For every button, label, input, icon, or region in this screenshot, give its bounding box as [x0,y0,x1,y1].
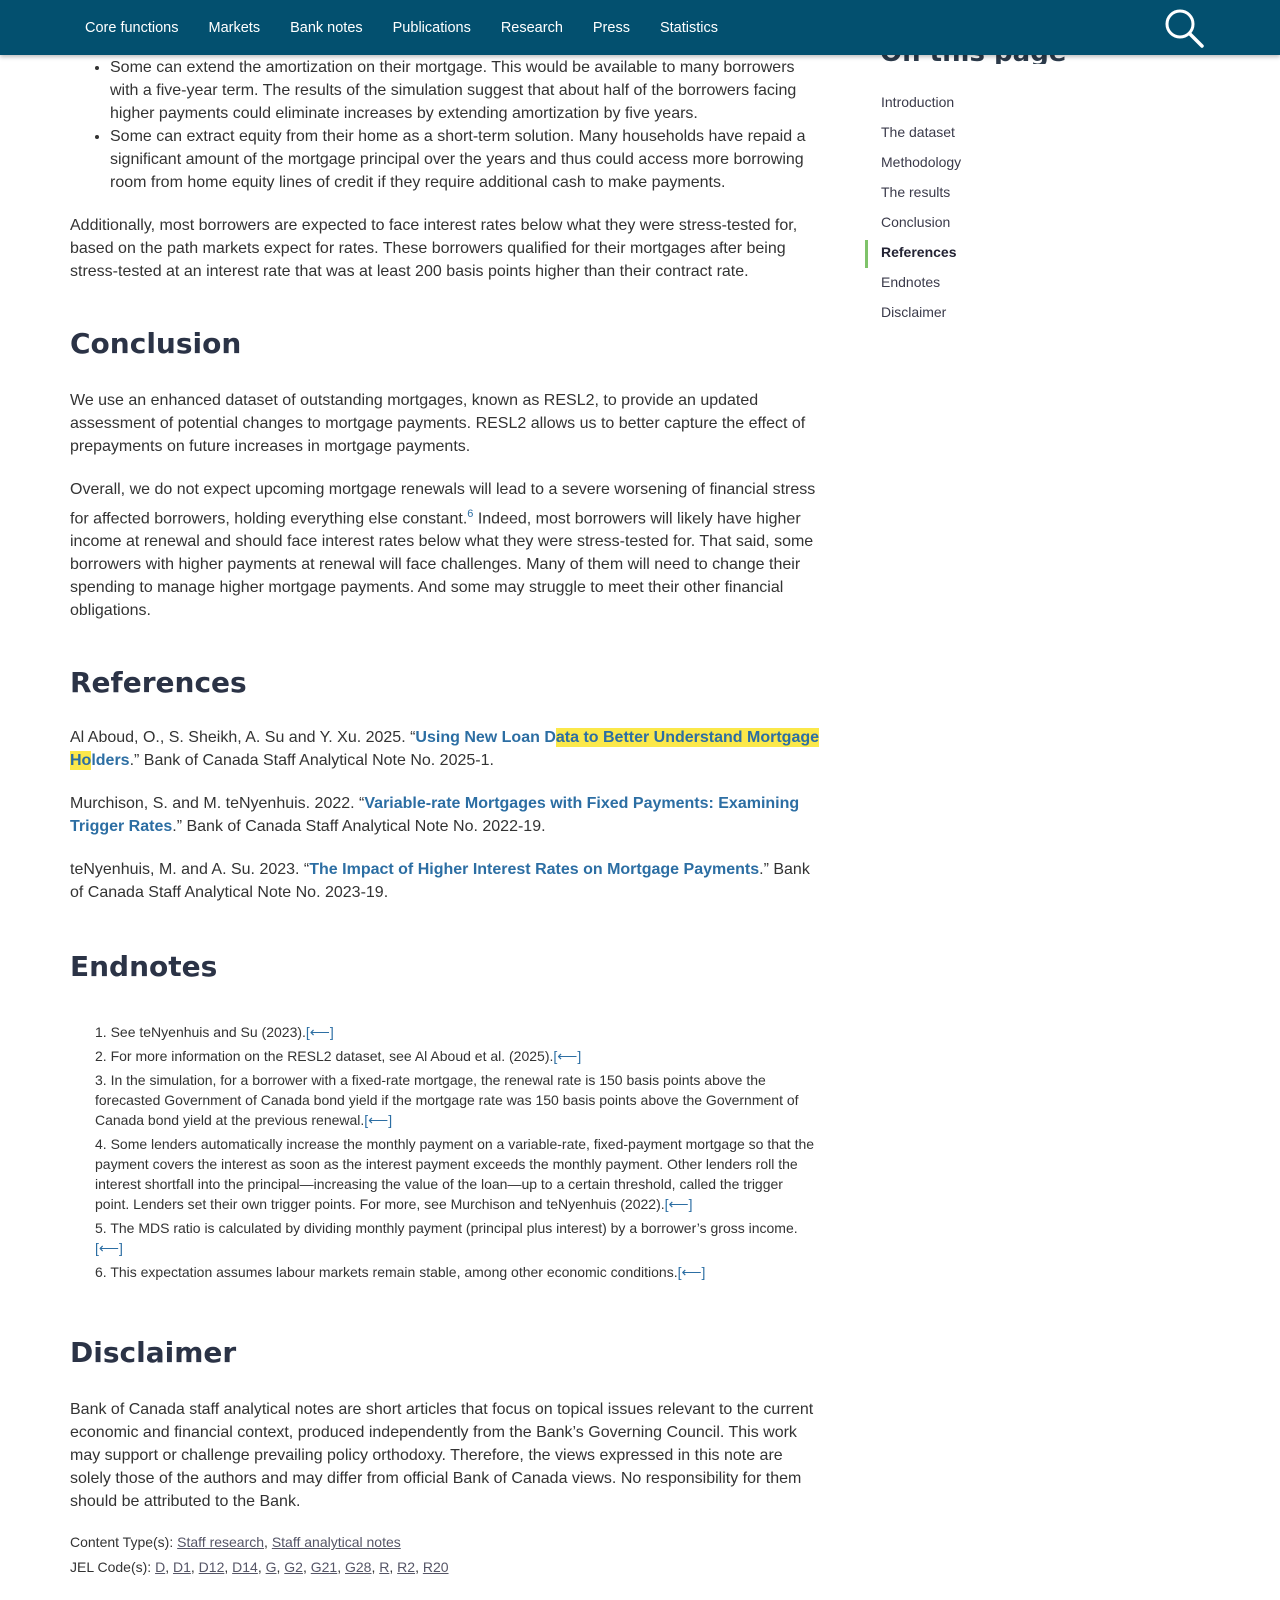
jel-code-link[interactable]: G21 [310,1559,338,1576]
jel-code-link[interactable]: D1 [172,1559,191,1576]
nav-item-core-functions[interactable]: Core functions [85,19,179,36]
toc-item-endnotes[interactable]: Endnotes [881,274,941,290]
reference-link-trigger-rates[interactable]: Variable-rate Mortgages with Fixed Payments: Examining Trigger Rates [70,795,800,836]
on-this-page-nav [865,90,1125,330]
back-to-text-link[interactable]: [⟵] [553,1048,582,1065]
endnotes-heading: Endnotes [70,950,218,984]
nav-item-research[interactable]: Research [500,19,563,36]
text-highlight: ata to Better Understand Mortgage Ho [70,729,820,770]
back-to-text-link[interactable]: [⟵] [305,1024,334,1041]
toc-item-methodology[interactable]: Methodology [881,154,962,170]
jel-code-link[interactable]: G2 [284,1559,303,1576]
endnote-item: 5. The MDS ratio is calculated by dividing monthly payment (principal plus interest) by a borrower’s gross income.[⟵] [95,1220,798,1257]
jel-code-link[interactable]: R20 [422,1559,449,1576]
results-bullet-list [70,56,820,194]
conclusion-paragraph-1: We use an enhanced dataset of outstanding mortgages, known as RESL2, to provide an updated assessment of potential changes to mortgage payments. RESL2 allows us to better capture the effect of prepayments on future increases in mortgage payments. [70,392,806,455]
nav-item-markets[interactable]: Markets [208,19,261,36]
toc-item-conclusion[interactable]: Conclusion [881,214,951,230]
toc-item-disclaimer[interactable]: Disclaimer [881,304,947,320]
reference-link-resl2[interactable]: Using New Loan Data to Better Understand Mortgage Holders [70,729,820,770]
reference-item: Murchison, S. and M. teNyenhuis. 2022. “Variable-rate Mortgages with Fixed Payments: Examining Trigger Rates.” Bank of Canada Staff Analytical Note No. 2022-19. [70,795,800,836]
back-to-text-link[interactable]: [⟵] [95,1240,123,1257]
footnote-link[interactable]: 6 [467,508,474,520]
jel-code-link[interactable]: D [155,1559,166,1576]
toc-item-references[interactable]: References [865,240,1125,270]
reference-item: teNyenhuis, M. and A. Su. 2023. “The Impact of Higher Interest Rates on Mortgage Payments.” Bank of Canada Staff Analytical Note No. 2023-19. [70,861,810,902]
jel-code-link[interactable]: D12 [198,1559,225,1576]
nav-item-press[interactable]: Press [592,19,630,36]
list-item: • Some can extract equity from their home as a short-term solution. Many households have repaid a significant amount of the mortgage principal over the years and thus could access more borrowing room from home equity lines of credit if they require additional cash to make payments. [110,125,820,194]
nav-item-statistics[interactable]: Statistics [659,19,718,36]
content-type-link[interactable]: Staff analytical notes [271,1534,401,1551]
toc-item-introduction[interactable]: Introduction [881,94,955,110]
jel-code-link[interactable]: G28 [345,1559,372,1576]
top-navigation [0,0,1280,55]
reference-link-higher-rates[interactable]: The Impact of Higher Interest Rates on Mortgage Payments [309,861,760,879]
conclusion-heading: Conclusion [70,327,242,360]
article-body [70,56,820,1577]
endnote-item: 6. This expectation assumes labour markets remain stable, among other economic conditions.[⟵] [95,1264,706,1281]
references-heading: References [70,666,247,700]
jel-code-link[interactable]: R [379,1559,390,1576]
jel-code-link[interactable]: R2 [397,1559,416,1576]
toc-item-the-results[interactable]: The results [881,184,951,200]
content-type-link[interactable]: Staff research [177,1534,265,1551]
content-type-row: Content Type(s): Staff research, Staff analytical notes [70,1534,401,1551]
search-icon [1162,6,1206,50]
search-button[interactable] [1162,6,1206,50]
endnote-item: 4. Some lenders automatically increase the monthly payment on a variable-rate, fixed-payment mortgage so that the payment covers the interest as soon as the interest payment exceeds the monthly payment. Other lenders roll the interest shortfall into the principal—increasing the value of the loan—up to a certain threshold, called the trigger point. Lenders set their own trigger points. For more, see Murchison and teNyenhuis (2022).[⟵] [95,1136,815,1213]
jel-codes-row: JEL Code(s): D, D1, D12, D14, G, G2, G21, G28, R, R2, R20 [70,1559,449,1576]
conclusion-paragraph-2: Overall, we do not expect upcoming mortgage renewals will lead to a severe worsening of financial stress for affected borrowers, holding everything else constant.$^6$ Indeed, most borrowers will likely have higher income at renewal and should face interest rates below what they were stress-tested for. That said, some borrowers with higher payments at renewal will face challenges. Many of them will need to change their spending to manage higher mortgage payments. And some may struggle to meet their other financial obligations. [70,481,816,620]
main-menu [85,0,748,55]
disclaimer-text: Bank of Canada staff analytical notes are short articles that focus on topical issues relevant to the current economic and financial context, produced independently from the Bank’s Governing Council. This work may support or challenge prevailing policy orthodoxy. Therefore, the views expressed in this note are solely those of the authors and may differ from official Bank of Canada views. No responsibility for them should be attributed to the Bank. [70,1401,814,1511]
back-to-text-link[interactable]: [⟵] [364,1112,393,1129]
list-item: • Some can extend the amortization on their mortgage. This would be available to many borrowers with a five-year term. The results of the simulation suggest that about half of the borrowers facing higher payments could eliminate increases by extending amortization by five years. [110,56,820,125]
endnote-item: 2. For more information on the RESL2 dataset, see Al Aboud et al. (2025).[⟵] [95,1048,582,1065]
disclaimer-heading: Disclaimer [70,1336,237,1370]
nav-item-publications[interactable]: Publications [392,19,471,36]
back-to-text-link[interactable]: [⟵] [664,1196,693,1213]
endnotes-list [70,1022,820,1282]
nav-item-bank-notes[interactable]: Bank notes [290,19,363,36]
results-paragraph: Additionally, most borrowers are expected to face interest rates below what they were stress-tested for, based on the path markets expect for rates. These borrowers qualified for their mortgages after being stress-tested at an interest rate that was at least 200 basis points higher than their contract rate. [70,217,798,280]
endnote-item: 3. In the simulation, for a borrower with a fixed-rate mortgage, the renewal rate is 150 basis points above the forecasted Government of Canada bond yield if the mortgage rate was 150 basis points above the Government of Canada bond yield at the previous renewal.[⟵] [95,1072,799,1129]
jel-code-link[interactable]: G [265,1559,277,1576]
toc-item-the-dataset[interactable]: The dataset [881,124,955,140]
reference-item: Al Aboud, O., S. Sheikh, A. Su and Y. Xu. 2025. “Using New Loan Data to Better Understand Mortgage Holders.” Bank of Canada Staff Analytical Note No. 2025-1. [70,729,820,770]
back-to-text-link[interactable]: [⟵] [677,1264,706,1281]
endnote-item: 1. See teNyenhuis and Su (2023).[⟵] [95,1024,334,1041]
jel-code-link[interactable]: D14 [232,1559,258,1576]
